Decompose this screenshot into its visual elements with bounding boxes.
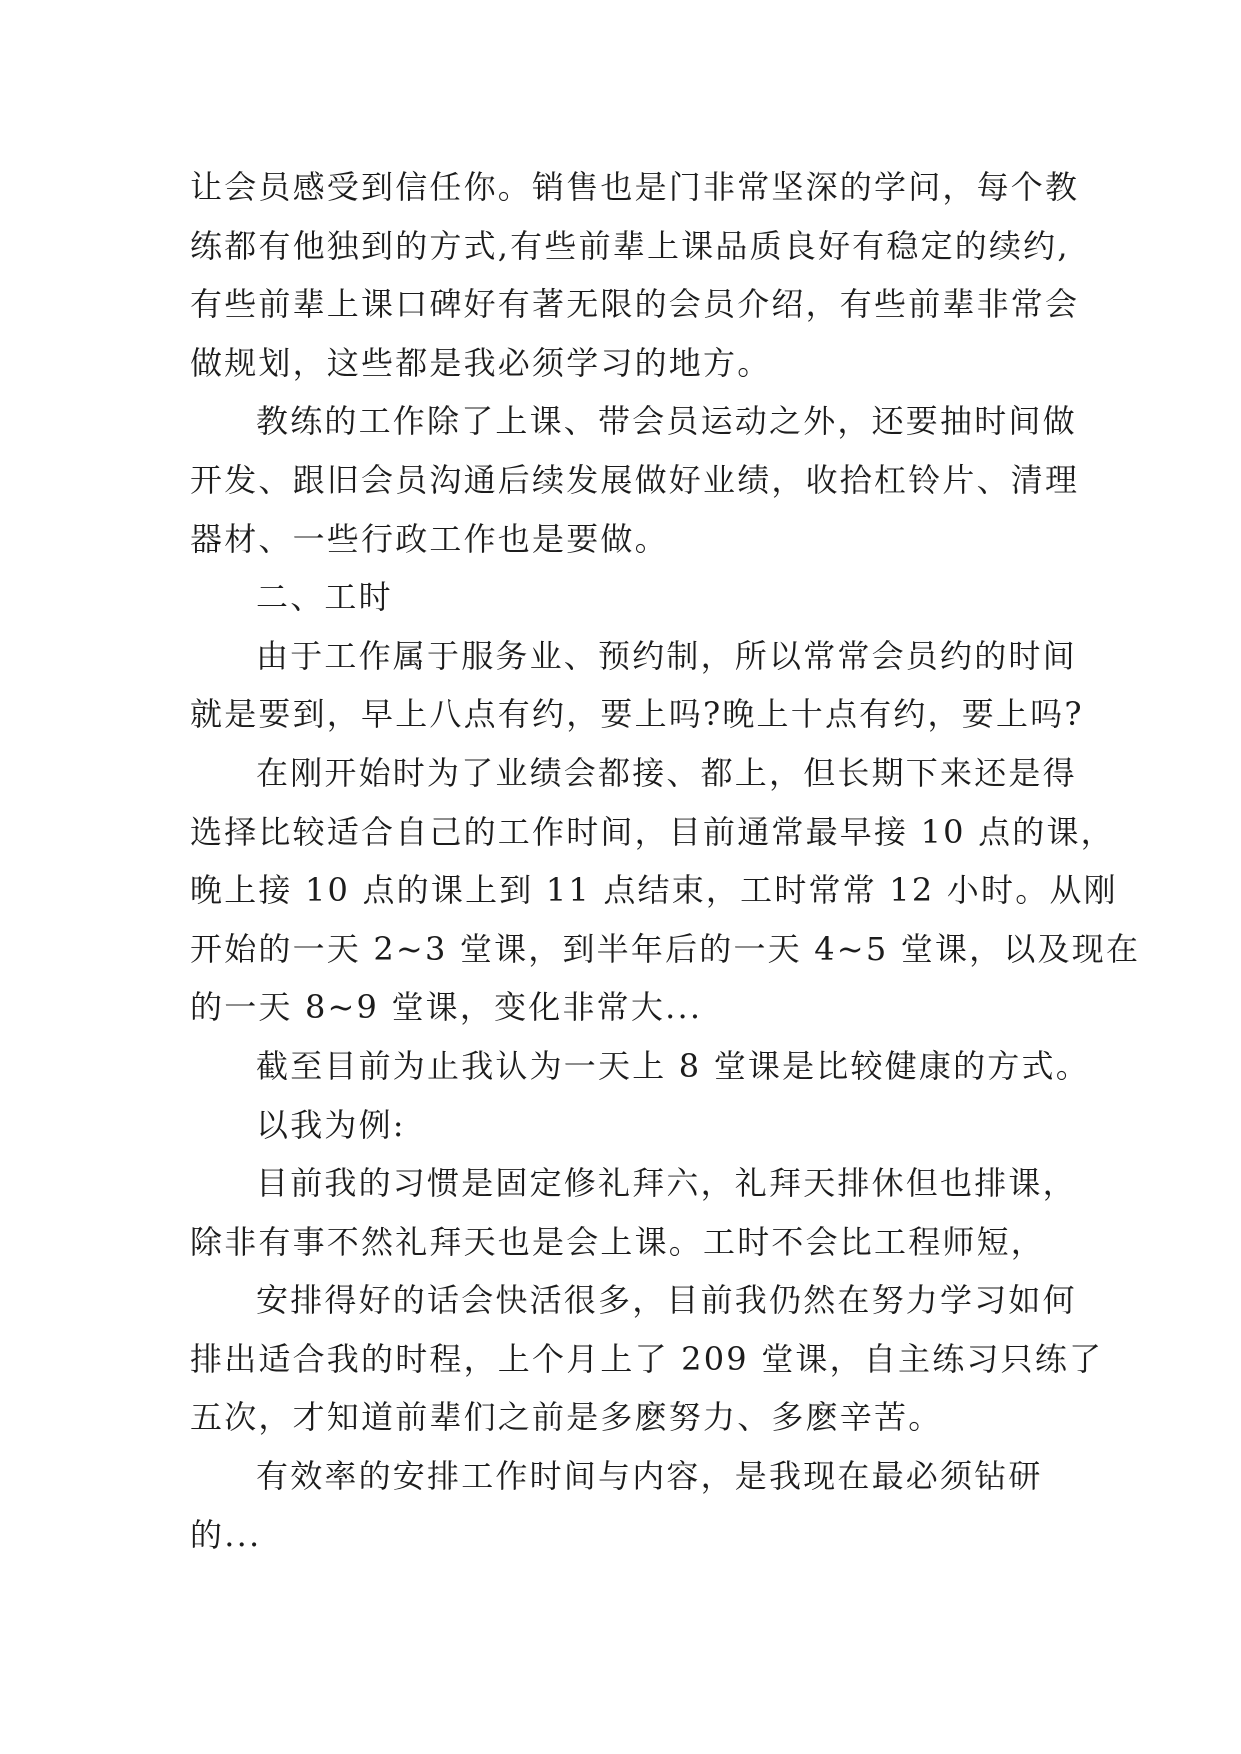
text-line: 器材、一些行政工作也是要做。 (190, 519, 669, 558)
text-line: 有些前辈上课口碑好有著无限的会员介绍，有些前辈非常会 (190, 285, 1080, 324)
text-line: 以我为例: (256, 1105, 406, 1144)
text-line: 开始的一天 2~3 堂课，到半年后的一天 4~5 堂课，以及现在 (190, 929, 1141, 968)
text-line: 安排得好的话会快活很多，目前我仍然在努力学习如何 (256, 1281, 1077, 1320)
text-line: 教练的工作除了上课、带会员运动之外，还要抽时间做 (256, 402, 1077, 441)
document-body (190, 158, 1141, 1564)
text-line: 练都有他独到的方式,有些前辈上课品质良好有稳定的续约, (190, 226, 1070, 265)
text-line: 晚上接 10 点的课上到 11 点结束，工时常常 12 小时。从刚 (190, 871, 1118, 910)
text-line: 有效率的安排工作时间与内容，是我现在最必须钻研 (256, 1457, 1043, 1496)
text-line: 做规划，这些都是我必须学习的地方。 (190, 343, 772, 382)
text-line: 目前我的习惯是固定修礼拜六，礼拜天排休但也排课， (256, 1164, 1077, 1203)
text-line: 截至目前为止我认为一天上 8 堂课是比较健康的方式。 (256, 1046, 1090, 1085)
text-line: 开发、跟旧会员沟通后续发展做好业绩，收拾杠铃片、清理 (190, 460, 1080, 499)
text-line: 除非有事不然礼拜天也是会上课。工时不会比工程师短， (190, 1222, 1046, 1261)
text-line: 排出适合我的时程，上个月上了 209 堂课，自主练习只练了 (190, 1339, 1104, 1378)
text-line: 在刚开始时为了业绩会都接、都上，但长期下来还是得 (256, 753, 1077, 792)
text-line: 五次，才知道前辈们之前是多麽努力、多麽辛苦。 (190, 1398, 943, 1437)
text-line: 的一天 8~9 堂课，变化非常大... (190, 988, 703, 1027)
section-heading: 二、工时 (256, 578, 393, 617)
text-line: 让会员感受到信任你。销售也是门非常坚深的学问，每个教 (190, 168, 1080, 206)
text-line: 就是要到，早上八点有约，要上吗?晚上十点有约，要上吗? (190, 695, 1084, 734)
text-line: 的... (190, 1515, 262, 1554)
text-line: 由于工作属于服务业、预约制，所以常常会员约的时间 (256, 636, 1077, 675)
text-line: 选择比较适合自己的工作时间，目前通常最早接 10 点的课， (190, 812, 1115, 851)
